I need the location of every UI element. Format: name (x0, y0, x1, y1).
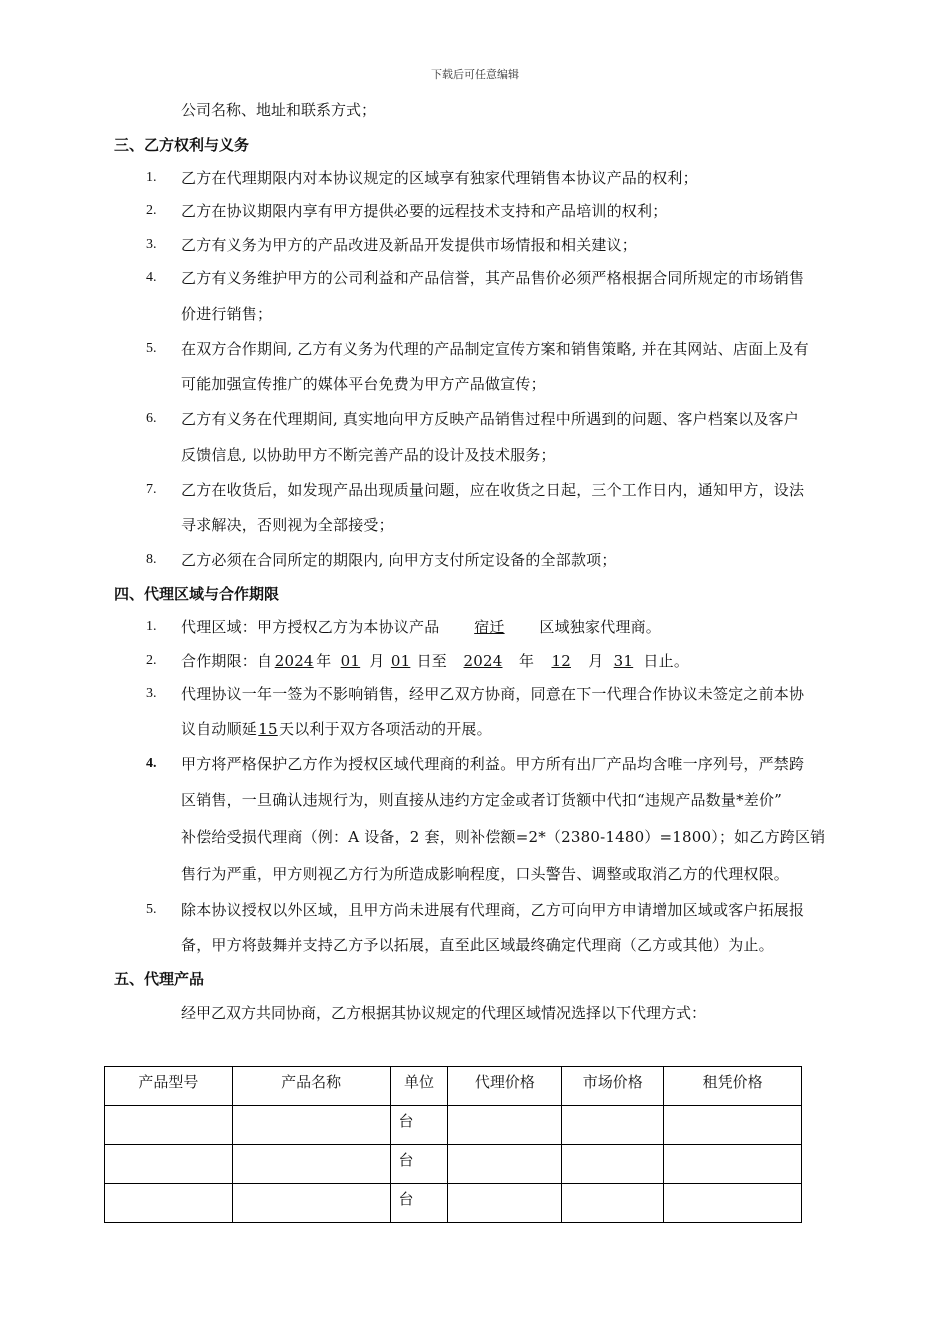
table-cell (448, 1145, 562, 1184)
table-cell (448, 1106, 562, 1145)
term-label: 合作期限：自 (181, 652, 273, 670)
s3-item-4-num: 4. (146, 270, 157, 285)
s3-item-7-line-1: 乙方在收货后，如发现产品出现质量问题，应在收货之日起，三个工作日内，通知甲方，设法 (181, 481, 805, 499)
end-month: 12 (551, 652, 571, 670)
table-cell (664, 1145, 802, 1184)
s3-item-7-num: 7. (146, 482, 157, 497)
start-year: 2024 (274, 652, 314, 670)
s4-item-4-line-4: 售行为严重，甲方则视乙方行为所造成影响程度，口头警告、调整或取消乙方的代理权限。 (181, 865, 790, 883)
table-cell (232, 1145, 390, 1184)
s4-item-4-line-3: 补偿给受损代理商（例：A 设备，2 套，则补偿额=2*（2380-1480）=1800）；如乙方跨区销 (181, 828, 826, 846)
s4-item-2-num: 2. (146, 653, 157, 668)
col-header-unit: 单位 (390, 1067, 448, 1106)
s4-item-1-prefix: 代理区域：甲方授权乙方为本协议产品 (181, 618, 440, 636)
year-char-2: 年 (519, 652, 535, 670)
col-header-model: 产品型号 (105, 1067, 233, 1106)
end-char: 日止。 (643, 652, 690, 670)
end-year: 2024 (463, 652, 503, 670)
s3-item-4-line-1: 乙方有义务维护甲方的公司利益和产品信誉，其产品售价必须严格根据合同所规定的市场销售 (181, 269, 805, 287)
table-cell (448, 1184, 562, 1223)
s3-item-8-num: 8. (146, 552, 157, 567)
s4-item-1-suffix: 区域独家代理商。 (539, 618, 662, 636)
table-cell (664, 1106, 802, 1145)
s3-item-8-text: 乙方必须在合同所定的期限内, 向甲方支付所定设备的全部款项； (181, 551, 617, 569)
s3-item-1-text: 乙方在代理期限内对本协议规定的区域享有独家代理销售本协议产品的权利； (181, 169, 698, 187)
intro-line: 公司名称、地址和联系方式； (181, 101, 377, 119)
section-3-title: 三、乙方权利与义务 (114, 136, 250, 154)
col-header-market-price: 市场价格 (562, 1067, 664, 1106)
end-day: 31 (613, 652, 634, 670)
s4-item-3-suffix: 天以利于双方各项活动的开展。 (279, 720, 492, 738)
s3-item-4-line-2: 价进行销售； (181, 305, 273, 323)
table-cell (232, 1106, 390, 1145)
col-header-name: 产品名称 (232, 1067, 390, 1106)
s4-item-1-text (181, 617, 871, 637)
start-day: 01 (390, 652, 411, 670)
table-header-row (105, 1067, 802, 1106)
region-field: 宿迁 (474, 618, 505, 636)
s4-item-3-prefix: 议自动顺延 (181, 720, 258, 738)
s4-item-5-line-2: 备，甲方将鼓舞并支持乙方予以拓展，直至此区域最终确定代理商（乙方或其他）为止。 (181, 936, 774, 954)
table-cell (105, 1184, 233, 1223)
table-cell (562, 1106, 664, 1145)
s3-item-1-num: 1. (146, 170, 157, 185)
s4-item-1-num: 1. (146, 619, 157, 634)
s4-item-4-line-2: 区销售，一旦确认违规行为，则直接从违约方定金或者订货额中代扣“违规产品数量*差价” (181, 791, 783, 809)
section-5-intro: 经甲乙双方共同协商，乙方根据其协议规定的代理区域情况选择以下代理方式： (181, 1004, 707, 1022)
s3-item-6-line-1: 乙方有义务在代理期间, 真实地向甲方反映产品销售过程中所遇到的问题、客户档案以及客户 (181, 410, 799, 428)
s4-item-5-num: 5. (146, 902, 157, 917)
s3-item-2-num: 2. (146, 203, 157, 218)
s4-item-4-num: 4. (146, 756, 157, 771)
table-row (105, 1106, 802, 1145)
table-cell (664, 1184, 802, 1223)
table-cell (562, 1184, 664, 1223)
page-header-note: 下载后可任意编辑 (431, 68, 519, 81)
table-row (105, 1145, 802, 1184)
col-header-rental-price: 租凭价格 (664, 1067, 802, 1106)
col-header-agent-price: 代理价格 (448, 1067, 562, 1106)
s3-item-5-line-1: 在双方合作期间, 乙方有义务为代理的产品制定宣传方案和销售策略, 并在其网站、店面上及有 (181, 340, 809, 358)
extension-days: 15 (258, 720, 278, 738)
day-to-char: 日至 (416, 652, 448, 670)
month-char-1: 月 (369, 652, 385, 670)
s3-item-6-num: 6. (146, 411, 157, 426)
s4-item-4-line-1: 甲方将严格保护乙方作为授权区域代理商的利益。甲方所有出厂产品均含唯一序列号，严禁跨 (181, 755, 805, 773)
s4-item-3-line-2 (181, 719, 871, 739)
table-cell (105, 1106, 233, 1145)
s3-item-5-num: 5. (146, 341, 157, 356)
s4-item-5-line-1: 除本协议授权以外区域，且甲方尚未进展有代理商，乙方可向甲方申请增加区域或客户拓展报 (181, 901, 805, 919)
s3-item-3-num: 3. (146, 237, 157, 252)
table-cell (105, 1145, 233, 1184)
product-table (104, 1066, 802, 1223)
s4-item-3-num: 3. (146, 686, 157, 701)
s4-item-2-text (181, 651, 871, 671)
table-cell: 台 (390, 1184, 448, 1223)
s4-item-3-line-1: 代理协议一年一签为不影响销售，经甲乙双方协商，同意在下一代理合作协议未签定之前本协 (181, 685, 805, 703)
s3-item-5-line-2: 可能加强宣传推广的媒体平台免费为甲方产品做宣传； (181, 375, 546, 393)
s3-item-6-line-2: 反馈信息, 以协助甲方不断完善产品的设计及技术服务； (181, 446, 556, 464)
year-char-1: 年 (316, 652, 332, 670)
table-row (105, 1184, 802, 1223)
s3-item-7-line-2: 寻求解决，否则视为全部接受； (181, 516, 394, 534)
s3-item-2-text: 乙方在协议期限内享有甲方提供必要的远程技术支持和产品培训的权利； (181, 202, 668, 220)
table-cell (232, 1184, 390, 1223)
section-4-title: 四、代理区域与合作期限 (114, 585, 280, 603)
table-cell: 台 (390, 1106, 448, 1145)
s3-item-3-text: 乙方有义务为甲方的产品改进及新品开发提供市场情报和相关建议； (181, 236, 638, 254)
month-char-2: 月 (588, 652, 604, 670)
section-5-title: 五、代理产品 (114, 970, 205, 988)
table-cell: 台 (390, 1145, 448, 1184)
table-cell (562, 1145, 664, 1184)
start-month: 01 (340, 652, 361, 670)
